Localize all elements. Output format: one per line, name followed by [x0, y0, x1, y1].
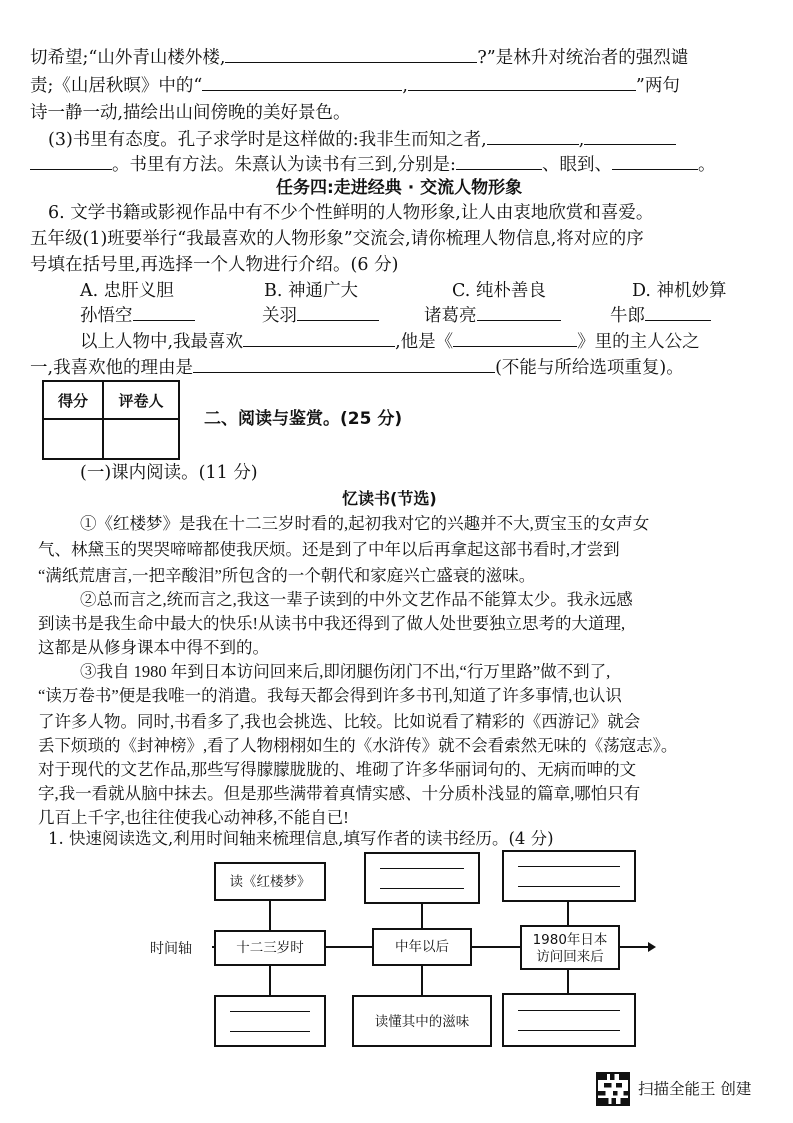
timeline-label: 时间轴	[150, 941, 192, 957]
passage-line: 字,我一看就从脑中抹去。但是那些满带着真情实感、十分质朴浅显的篇章,哪怕只有	[38, 784, 641, 803]
answer-line	[230, 1031, 310, 1032]
box-label: 1980年日本访问回来后	[532, 932, 608, 965]
age-box	[214, 930, 326, 966]
option-d: D. 神机妙算	[632, 281, 727, 301]
name-zhugeliang: 诸葛亮	[424, 306, 477, 326]
passage-line: 到读书是我生命中最大的快乐!从读书中我还得到了做人处世要独立思考的大道理,	[38, 614, 626, 633]
taste-box	[352, 995, 492, 1047]
text: 》里的主人公之	[577, 332, 700, 352]
text: ”两句	[635, 76, 680, 96]
text: ,他是《	[395, 332, 454, 352]
q6-line-3: 号填在括号里,再选择一个人物进行介绍。(6 分)	[30, 255, 399, 275]
passage-line: “读万卷书”便是我唯一的消遣。我每天都会得到许多书刊,知道了许多事情,也认识	[38, 686, 622, 705]
read-book-box	[214, 862, 326, 901]
answer-line	[518, 1030, 620, 1031]
text: (不能与所给选项重复)。	[495, 358, 684, 378]
q6-line-1: 6. 文学书籍或影视作品中有不少个性鲜明的人物形象,让人由衷地欣赏和喜爱。	[48, 203, 654, 223]
name-sunwukong: 孙悟空	[80, 306, 133, 326]
passage-line: ③我自 1980 年到日本访问回来后,即闭腿伤闭门不出,“行万里路”做不到了,	[80, 662, 611, 681]
text: 以上人物中,我最喜欢	[80, 332, 244, 352]
answer-box-1[interactable]	[214, 995, 326, 1047]
box-label: 十二三岁时	[236, 940, 304, 956]
text: (3)书里有态度。孔子求学时是这样做的:我非生而知之者,	[48, 130, 487, 150]
text: 、眼到、	[541, 155, 612, 175]
text: 。	[697, 155, 716, 175]
answer-line	[518, 866, 620, 867]
watermark-text: 扫描全能王 创建	[638, 1080, 752, 1098]
answer-line	[518, 1010, 620, 1011]
text: 切希望;“山外青山楼外楼,	[30, 48, 226, 68]
passage-line: 几百上千字,也往往使我心动神移,不能自已!	[38, 808, 349, 827]
passage-line: ②总而言之,统而言之,我这一辈子读到的中外文艺作品不能算太少。我永远感	[80, 590, 633, 609]
passage-line: 了许多人物。同时,书看多了,我也会挑选、比较。比如说看了精彩的《西游记》就会	[38, 712, 641, 731]
box-label: 读懂其中的滋味	[374, 1014, 470, 1030]
middle-age-box	[372, 928, 472, 966]
passage-line: 气、林黛玉的哭哭啼啼都使我厌烦。还是到了中年以后再拿起这部书看时,才尝到	[38, 540, 620, 559]
grader-header: 评卷人	[103, 381, 179, 419]
q6-line-2: 五年级(1)班要举行“我最喜欢的人物形象”交流会,请你梳理人物信息,将对应的序	[30, 229, 644, 249]
visit-box	[520, 925, 620, 970]
line-3: 诗一静一动,描绘出山间傍晚的美好景色。	[30, 103, 351, 123]
text: 一,我喜欢他的理由是	[30, 358, 194, 378]
passage-title: 忆读书(节选)	[342, 489, 437, 508]
answer-line	[380, 888, 464, 889]
name-niulang: 牛郎	[610, 306, 645, 326]
text: 。书里有方法。朱熹认为读书有三到,分别是:	[112, 155, 456, 175]
option-b: B. 神通广大	[264, 281, 358, 301]
option-c: C. 纯朴善良	[452, 281, 546, 301]
name-guanyu: 关羽	[262, 306, 297, 326]
passage-line: 丢下烦琐的《封神榜》,看了人物栩栩如生的《水浒传》就不会看索然无味的《荡寇志》。	[38, 736, 678, 755]
text: ,	[578, 130, 585, 150]
score-header: 得分	[43, 381, 103, 419]
section-2-heading: 二、阅读与鉴赏。(25 分)	[204, 409, 403, 429]
qr-code-icon	[596, 1072, 630, 1106]
question-1: 1. 快速阅读选文,利用时间轴来梳理信息,填写作者的读书经历。(4 分)	[48, 829, 554, 848]
text: ,	[402, 76, 408, 96]
answer-box-3[interactable]	[502, 850, 636, 902]
box-label: 中年以后	[395, 939, 449, 955]
passage-line: “满纸荒唐言,一把辛酸泪”所包含的一个朝代和家庭兴亡盛衰的滋味。	[38, 566, 536, 585]
subsection-1: (一)课内阅读。(11 分)	[80, 463, 258, 483]
option-a: A. 忠肝义胆	[80, 281, 174, 301]
text: ?”是林升对统治者的强烈谴	[477, 48, 689, 68]
box-label: 读《红楼梦》	[229, 874, 311, 890]
answer-box-4[interactable]	[502, 993, 636, 1047]
answer-line	[380, 868, 464, 869]
text: 责;《山居秋暝》中的“	[30, 76, 203, 96]
passage-line: ①《红楼梦》是我在十二三岁时看的,起初我对它的兴趣并不大,贾宝玉的女声女	[80, 514, 650, 533]
task4-heading: 任务四:走进经典 · 交流人物形象	[276, 178, 523, 198]
answer-box-2[interactable]	[364, 852, 480, 904]
answer-line	[230, 1011, 310, 1012]
passage-line: 这都是从修身课本中得不到的。	[38, 638, 269, 657]
answer-line	[518, 886, 620, 887]
passage-line: 对于现代的文艺作品,那些写得朦朦胧胧的、堆砌了许多华丽词句的、无病而呻的文	[38, 760, 637, 779]
